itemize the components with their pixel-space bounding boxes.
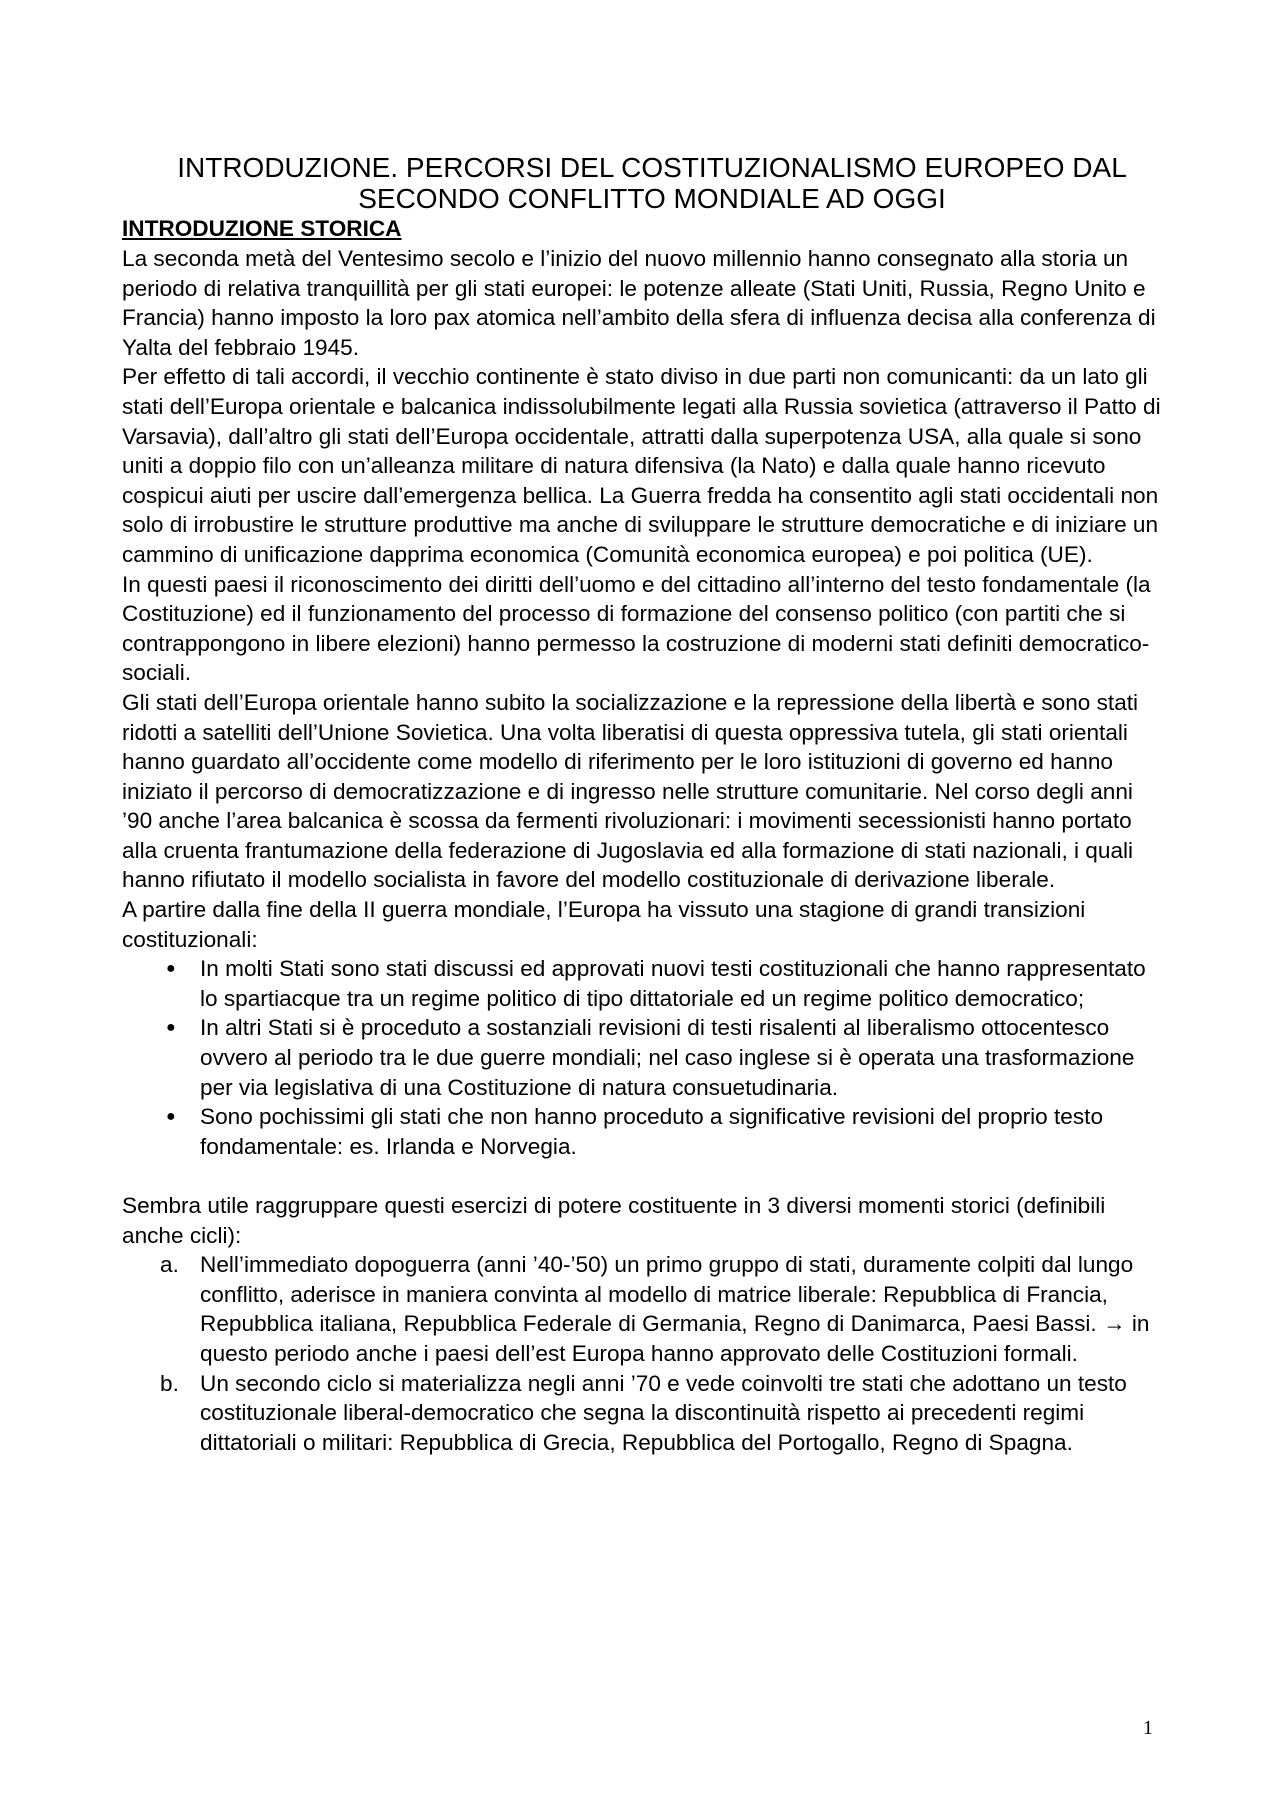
paragraph: La seconda metà del Ventesimo secolo e l’inizio del nuovo millennio hanno consegnato alla storia un periodo di relativa tranquillità per gli stati europei: le potenze alleate (Stati Uniti, Russia, Regno Unito e Francia) hanno imposto la loro pax atomica nell’ambito della sfera di influenza decisa alla conferenza di Yalta del febbraio 1945.	[122, 246, 1156, 360]
list-item-text: Un secondo ciclo si materializza negli anni ’70 e vede coinvolti tre stati che adottano un testo costituzionale liberal-democratico che segna la discontinuità rispetto ai precedenti regimi dittatoriali o militari: Repubblica di Grecia, Repubblica del Portogallo, Regno di Spagna.	[200, 1370, 1127, 1455]
list-marker: a.	[160, 1252, 179, 1278]
bullet-icon: ●	[166, 1019, 176, 1037]
list-marker: b.	[160, 1370, 179, 1396]
page-title	[122, 152, 1162, 214]
page-content	[122, 152, 1162, 1457]
paragraph: Per effetto di tali accordi, il vecchio continente è stato diviso in due parti non comunicanti: da un lato gli stati dell’Europa orientale e balcanica indissolubilmente legati alla Russia sovietica (attraverso il Patto di Varsavia), dall’altro gli stati dell’Europa occidentale, attratti dalla superpotenza USA, alla quale si sono uniti a doppio filo con un’alleanza militare di natura difensiva (la Nato) e dalla quale hanno ricevuto cospicui aiuti per uscire dall’emergenza bellica. La Guerra fredda ha consentito agli stati occidentali non solo di irrobustire le strutture produttive ma anche di sviluppare le strutture democratiche e di iniziare un cammino di unificazione dapprima economica (Comunità economica europea) e poi politica (UE).	[122, 364, 1161, 567]
list-item-text: In altri Stati si è proceduto a sostanziali revisioni di testi risalenti al liberalismo ottocentesco ovvero al periodo tra le due guerre mondiali; nel caso inglese si è operata una trasformazione per via legislativa di una Costituzione di natura consuetudinaria.	[200, 1015, 1135, 1100]
paragraph: In questi paesi il riconoscimento dei diritti dell’uomo e del cittadino all’interno del testo fondamentale (la Costituzione) ed il funzionamento del processo di formazione del consenso politico (con partiti che si contrappongono in libere elezioni) hanno permesso la costruzione di moderni stati definiti democratico-sociali.	[122, 571, 1151, 686]
transitions-bullet-list	[122, 954, 1162, 1161]
list-item	[122, 1013, 1162, 1102]
list-item-text: Sono pochissimi gli stati che non hanno proceduto a significative revisioni del proprio testo fondamentale: es. Irlanda e Norvegia.	[200, 1104, 1104, 1159]
list-item	[122, 1369, 1162, 1458]
cycles-intro: Sembra utile raggruppare questi esercizi di potere costituente in 3 diversi momenti storici (definibili anche cicli):	[122, 1193, 1106, 1248]
title-line-1: INTRODUZIONE. PERCORSI DEL COSTITUZIONALISMO EUROPEO DAL	[177, 152, 1127, 183]
cycles-list	[122, 1250, 1162, 1457]
list-item	[122, 1102, 1162, 1161]
list-item-text: In molti Stati sono stati discussi ed approvati nuovi testi costituzionali che hanno rappresentato lo spartiacque tra un regime politico di tipo dittatoriale ed un regime politico democratico;	[200, 956, 1146, 1011]
title-line-2: SECONDO CONFLITTO MONDIALE AD OGGI	[358, 183, 946, 214]
bullet-icon: ●	[166, 1108, 176, 1126]
page-number: 1	[1143, 1717, 1153, 1739]
list-item	[122, 1250, 1162, 1368]
list-item-text: Nell’immediato dopoguerra (anni ’40-’50) un primo gruppo di stati, duramente colpiti dal lungo conflitto, aderisce in maniera convinta al modello di matrice liberale: Repubblica di Francia, Repubblica italiana, Repubblica Federale di Germania, Regno di Danimarca, Paesi Bassi. → in questo periodo anche i paesi dell’est Europa hanno approvato delle Costituzioni formali.	[200, 1252, 1150, 1366]
paragraph: Gli stati dell’Europa orientale hanno subito la socializzazione e la repressione della libertà e sono stati ridotti a satelliti dell’Unione Sovietica. Una volta liberatisi di questa oppressiva tutela, gli stati orientali hanno guardato all’occidente come modello di riferimento per le loro istituzioni di governo ed hanno iniziato il percorso di democratizzazione e di ingresso nelle strutture comunitarie. Nel corso degli anni ’90 anche l’area balcanica è scossa da fermenti rivoluzionari: i movimenti secessionisti hanno portato alla cruenta frantumazione della federazione di Jugoslavia ed alla formazione di stati nazionali, i quali hanno rifiutato il modello socialista in favore del modello costituzionale di derivazione liberale.	[122, 689, 1139, 893]
blank-line	[122, 1161, 1162, 1191]
paragraph: A partire dalla fine della II guerra mondiale, l’Europa ha vissuto una stagione di grandi transizioni costituzionali:	[122, 897, 1086, 952]
bullet-icon: ●	[166, 960, 176, 978]
list-item	[122, 954, 1162, 1013]
section-heading: INTRODUZIONE STORICA	[122, 216, 402, 241]
